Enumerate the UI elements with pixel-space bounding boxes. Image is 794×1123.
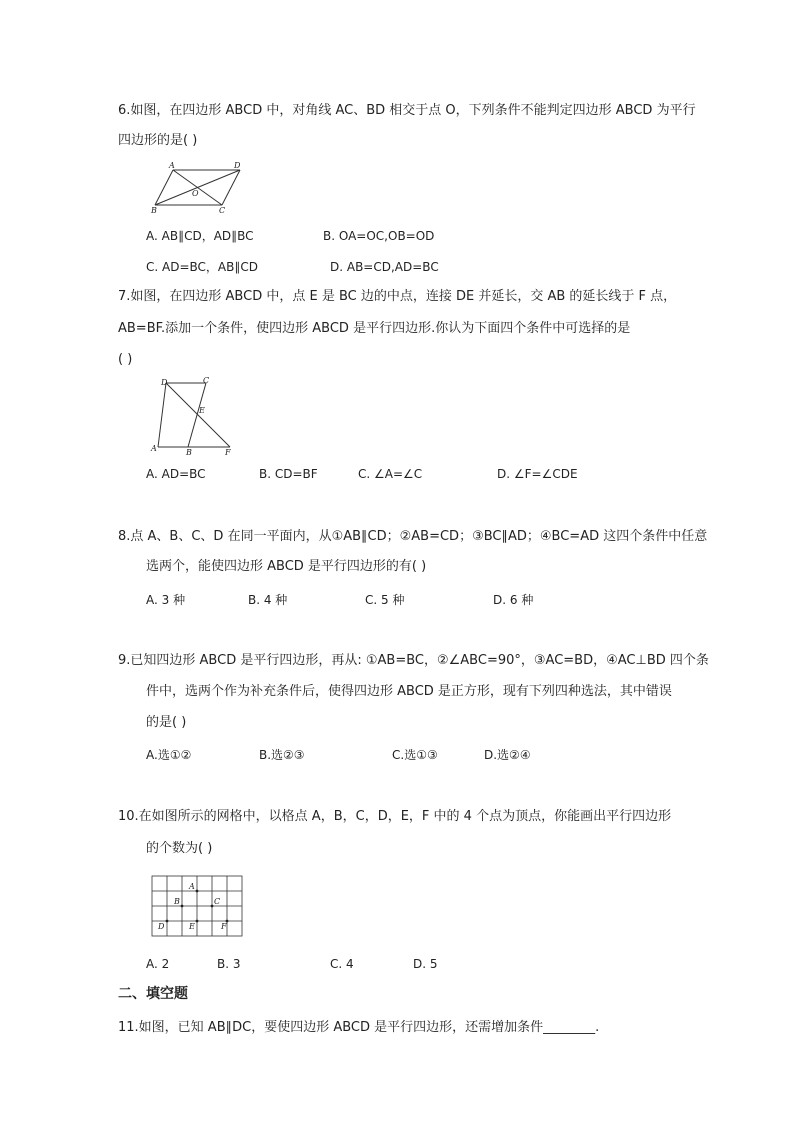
q7-text-line3: ( ) xyxy=(118,352,133,367)
section-heading-fill-in: 二、填空题 xyxy=(118,986,188,1002)
q6-text-line1: 6.如图，在四边形 ABCD 中，对角线 AC、BD 相交于点 O，下列条件不能判定四边形 ABCD 为平行 xyxy=(118,103,696,118)
q7-label-d: D xyxy=(161,378,168,387)
q11-text-line1 xyxy=(118,1019,599,1037)
q8-option-b: B. 4 种 xyxy=(248,593,288,607)
q9-option-d: D.选②④ xyxy=(484,748,531,762)
q6-option-a: A. AB∥CD，AD∥BC xyxy=(146,229,254,243)
q7-label-f: F xyxy=(225,448,231,457)
q6-label-a: A xyxy=(169,161,175,170)
q7-label-a: A xyxy=(151,444,157,453)
q7-text-line1: 7.如图，在四边形 ABCD 中，点 E 是 BC 边的中点，连接 DE 并延长，交 AB 的延长线于 F 点， xyxy=(118,289,677,304)
q10-option-a: A. 2 xyxy=(146,957,170,971)
q9-text-line1: 9.已知四边形 ABCD 是平行四边形，再从: ①AB=BC，②∠ABC=90°，③AC=BD，④AC⊥BD 四个条 xyxy=(118,653,709,668)
q6-label-c: C xyxy=(219,206,226,215)
q10-option-b: B. 3 xyxy=(217,957,241,971)
q10-label-d: D xyxy=(158,922,165,931)
q9-option-c: C.选①③ xyxy=(392,748,438,762)
q7-option-d: D. ∠F=∠CDE xyxy=(497,467,578,481)
q10-grid-figure xyxy=(148,872,248,938)
q11-text-end: . xyxy=(595,1020,600,1035)
q10-label-f: F xyxy=(221,922,227,931)
q8-text-line2: 选两个，能使四边形 ABCD 是平行四边形的有( ) xyxy=(146,559,427,574)
q10-label-a: A xyxy=(189,882,195,891)
q10-text-line2: 的个数为( ) xyxy=(146,841,213,856)
q10-text-line1: 10.在如图所示的网格中，以格点 A，B，C，D，E，F 中的 4 个点为顶点，你能画出平行四边形 xyxy=(118,809,672,824)
q8-option-a: A. 3 种 xyxy=(146,593,186,607)
q6-label-d: D xyxy=(234,161,241,170)
q6-text-line2: 四边形的是( ) xyxy=(118,133,198,148)
q8-option-d: D. 6 种 xyxy=(493,593,534,607)
q6-option-d: D. AB=CD,AD=BC xyxy=(330,260,439,274)
q7-option-b: B. CD=BF xyxy=(259,467,318,481)
q10-label-e: E xyxy=(189,922,195,931)
q9-option-a: A.选①② xyxy=(146,748,192,762)
q6-parallelogram-figure xyxy=(145,160,250,215)
q6-label-o: O xyxy=(192,189,199,198)
q10-option-c: C. 4 xyxy=(330,957,354,971)
q7-text-line2: AB=BF.添加一个条件，使四边形 ABCD 是平行四边形.你认为下面四个条件中可选择的是 xyxy=(118,321,631,336)
q7-label-e: E xyxy=(199,406,205,415)
q9-text-line3: 的是( ) xyxy=(146,715,187,730)
q11-answer-blank[interactable]: ________ xyxy=(543,1020,596,1035)
q10-label-c: C xyxy=(214,897,221,906)
q6-label-b: B xyxy=(151,206,157,215)
q7-label-c: C xyxy=(203,376,210,385)
q11-text: 11.如图，已知 AB∥DC，要使四边形 ABCD 是平行四边形，还需增加条件 xyxy=(118,1020,544,1035)
q10-option-d: D. 5 xyxy=(413,957,438,971)
q9-option-b: B.选②③ xyxy=(259,748,305,762)
q7-option-c: C. ∠A=∠C xyxy=(358,467,423,481)
q7-label-b: B xyxy=(186,448,192,457)
q6-option-b: B. OA=OC,OB=OD xyxy=(323,229,435,243)
q10-label-b: B xyxy=(174,897,180,906)
q8-option-c: C. 5 种 xyxy=(365,593,405,607)
q8-text-line1: 8.点 A、B、C、D 在同一平面内，从①AB∥CD；②AB=CD；③BC∥AD；④BC=AD 这四个条件中任意 xyxy=(118,529,708,544)
q7-quadrilateral-figure xyxy=(148,375,240,457)
q7-option-a: A. AD=BC xyxy=(146,467,206,481)
q6-option-c: C. AD=BC，AB∥CD xyxy=(146,260,258,274)
q9-text-line2: 件中，选两个作为补充条件后，使得四边形 ABCD 是正方形，现有下列四种选法，其中错误 xyxy=(146,684,672,699)
